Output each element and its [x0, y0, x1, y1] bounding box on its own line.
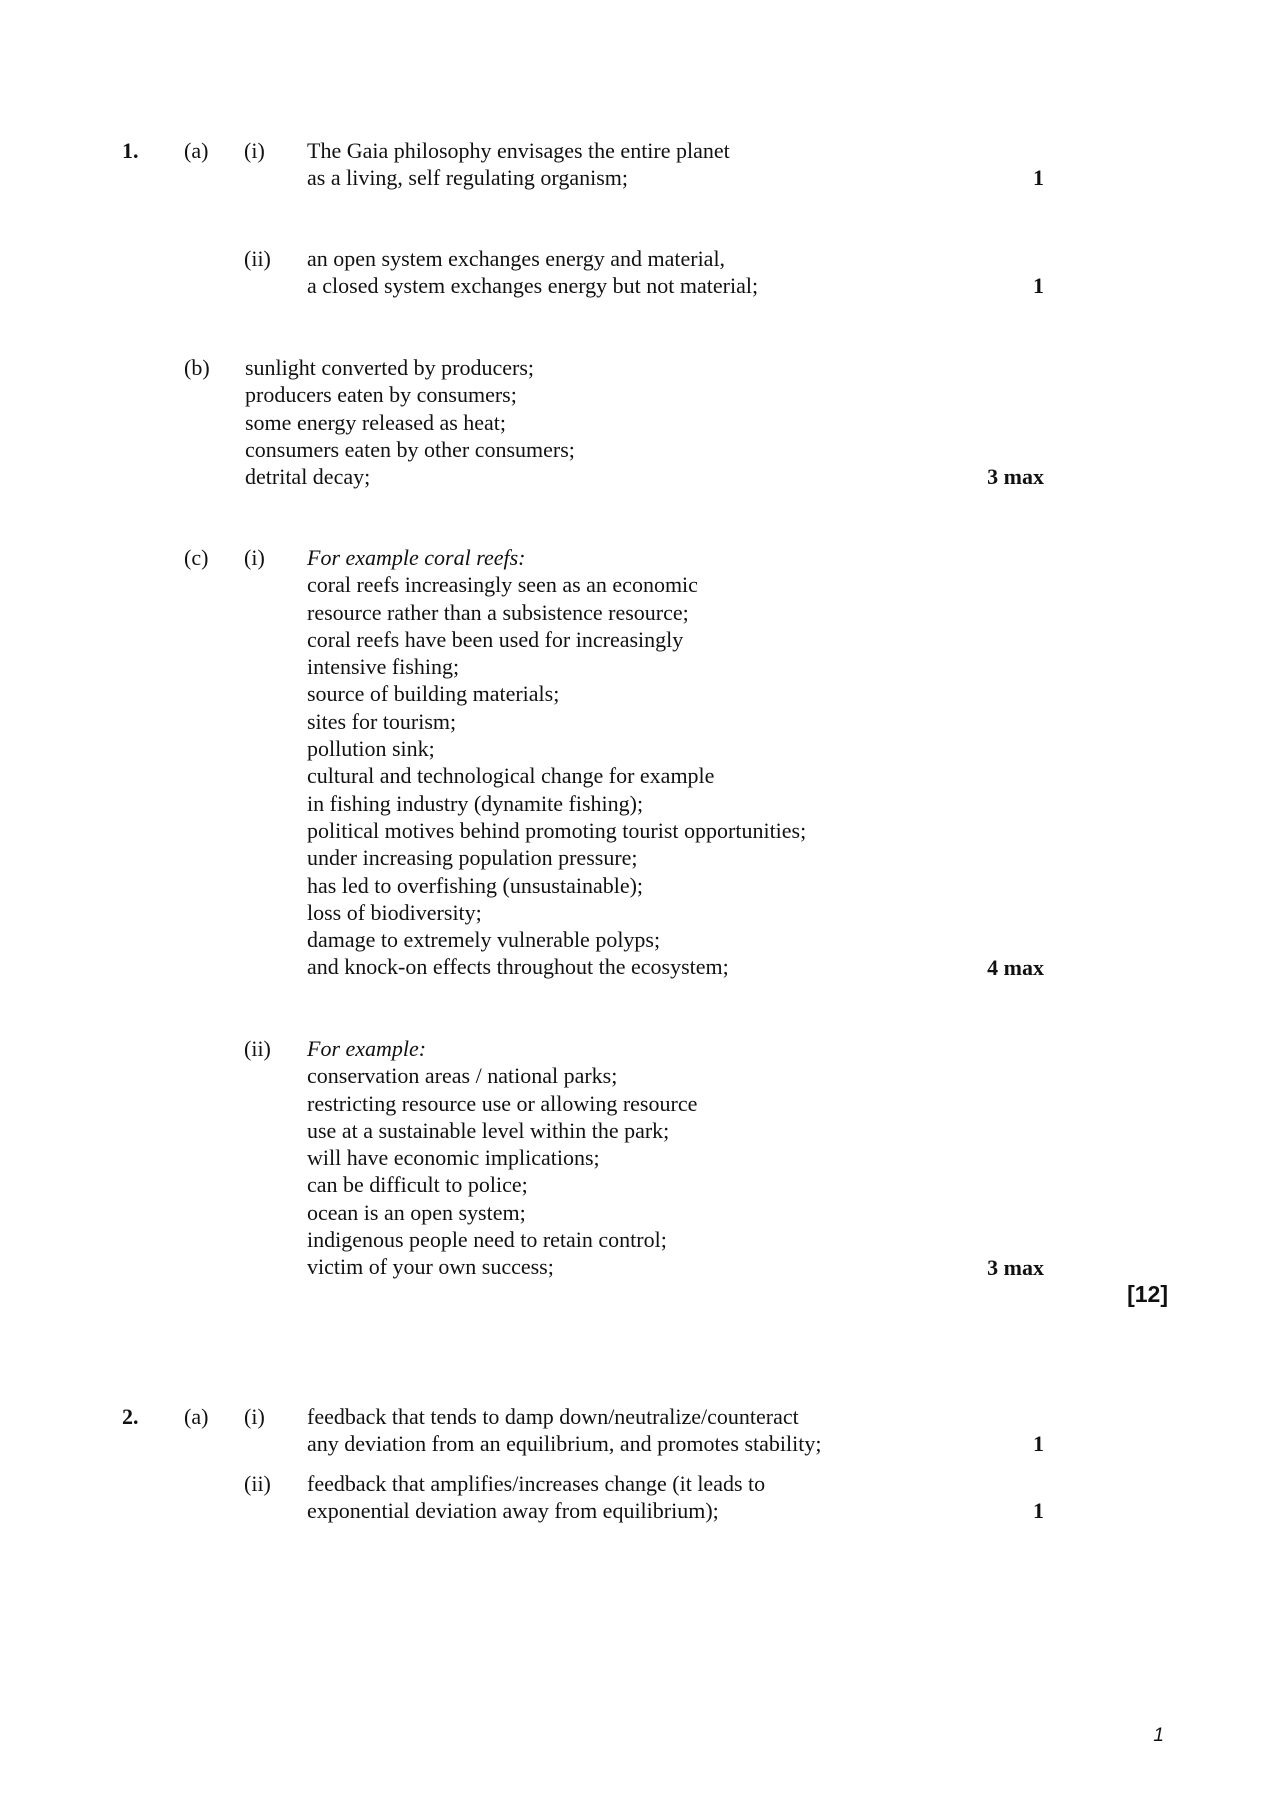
page-number: 1 [1153, 1725, 1164, 1746]
q1-part-b-label: (b) [184, 355, 210, 380]
answer-line: producers eaten by consumers; [245, 382, 517, 408]
answer-line: in fishing industry (dynamite fishing); [307, 790, 644, 816]
answer-line: as a living, self regulating organism; [307, 165, 628, 191]
answer-line: feedback that tends to damp down/neutralize/counteract [307, 1404, 799, 1429]
q1c-sub-ii-label: (ii) [244, 1036, 271, 1061]
answer-line: resource rather than a subsistence resource; [307, 599, 689, 625]
answer-line: ocean is an open system; [307, 1199, 526, 1225]
q1b-mark: 3 max [987, 464, 1044, 489]
q1a-sub-i-label: (i) [244, 138, 265, 163]
answer-line: victim of your own success; [307, 1254, 554, 1280]
answer-line: detrital decay; [245, 464, 371, 490]
answer-line: under increasing population pressure; [307, 845, 638, 871]
q1c-i-mark: 4 max [987, 955, 1044, 980]
answer-line: damage to extremely vulnerable polyps; [307, 927, 661, 953]
q2a-ii-mark: 1 [1033, 1498, 1044, 1523]
answer-line: The Gaia philosophy envisages the entire planet [307, 138, 730, 163]
answer-line: will have economic implications; [307, 1145, 600, 1171]
answer-line: source of building materials; [307, 681, 560, 707]
q2a-i-answer [307, 1403, 821, 1458]
q2a-sub-ii-label: (ii) [244, 1471, 271, 1496]
answer-line: coral reefs have been used for increasingly [307, 626, 684, 652]
answer-line: use at a sustainable level within the park; [307, 1117, 670, 1143]
answer-line: can be difficult to police; [307, 1172, 528, 1198]
answer-line: sites for tourism; [307, 708, 457, 734]
answer-line: conservation areas / national parks; [307, 1063, 618, 1089]
q1c-ii-answer [307, 1035, 697, 1281]
q1-part-a-label: (a) [184, 138, 209, 163]
q1c-i-answer [307, 544, 806, 981]
answer-line: loss of biodiversity; [307, 899, 482, 925]
answer-line: intensive fishing; [307, 654, 460, 680]
answer-line: coral reefs increasingly seen as an economic [307, 572, 698, 598]
answer-line: exponential deviation away from equilibrium); [307, 1498, 719, 1524]
question-2-number: 2. [122, 1404, 139, 1429]
q2a-i-mark: 1 [1033, 1431, 1044, 1456]
q1-total-marks: [12] [1127, 1281, 1168, 1307]
q1a-i-mark: 1 [1033, 165, 1044, 190]
q1-part-c-label: (c) [184, 545, 209, 570]
question-1-number: 1. [122, 138, 139, 163]
answer-line: restricting resource use or allowing resource [307, 1090, 698, 1116]
q1c-sub-i-label: (i) [244, 545, 265, 570]
answer-line: political motives behind promoting tourist opportunities; [307, 817, 807, 843]
q2-part-a-label: (a) [184, 1404, 209, 1429]
answer-line: feedback that amplifies/increases change (it leads to [307, 1471, 766, 1496]
q1a-ii-mark: 1 [1033, 273, 1044, 298]
q2a-ii-answer [307, 1470, 765, 1525]
answer-line: pollution sink; [307, 736, 435, 762]
q1a-ii-answer [307, 245, 758, 300]
answer-line: any deviation from an equilibrium, and promotes stability; [307, 1431, 822, 1457]
q2a-sub-i-label: (i) [244, 1404, 265, 1429]
answer-line: and knock-on effects throughout the ecosystem; [307, 954, 729, 980]
q1b-answer [245, 354, 575, 490]
q1c-ii-mark: 3 max [987, 1255, 1044, 1280]
q1a-sub-ii-label: (ii) [244, 246, 271, 271]
q1a-i-answer [307, 137, 730, 192]
answer-line: indigenous people need to retain control; [307, 1227, 667, 1253]
answer-heading: For example coral reefs: [307, 545, 526, 570]
answer-heading: For example: [307, 1036, 427, 1061]
answer-line: consumers eaten by other consumers; [245, 436, 575, 462]
answer-line: cultural and technological change for example [307, 763, 715, 789]
answer-line: an open system exchanges energy and material, [307, 246, 726, 271]
answer-line: has led to overfishing (unsustainable); [307, 872, 644, 898]
answer-line: a closed system exchanges energy but not material; [307, 273, 759, 299]
answer-line: sunlight converted by producers; [245, 355, 534, 380]
answer-line: some energy released as heat; [245, 409, 507, 435]
